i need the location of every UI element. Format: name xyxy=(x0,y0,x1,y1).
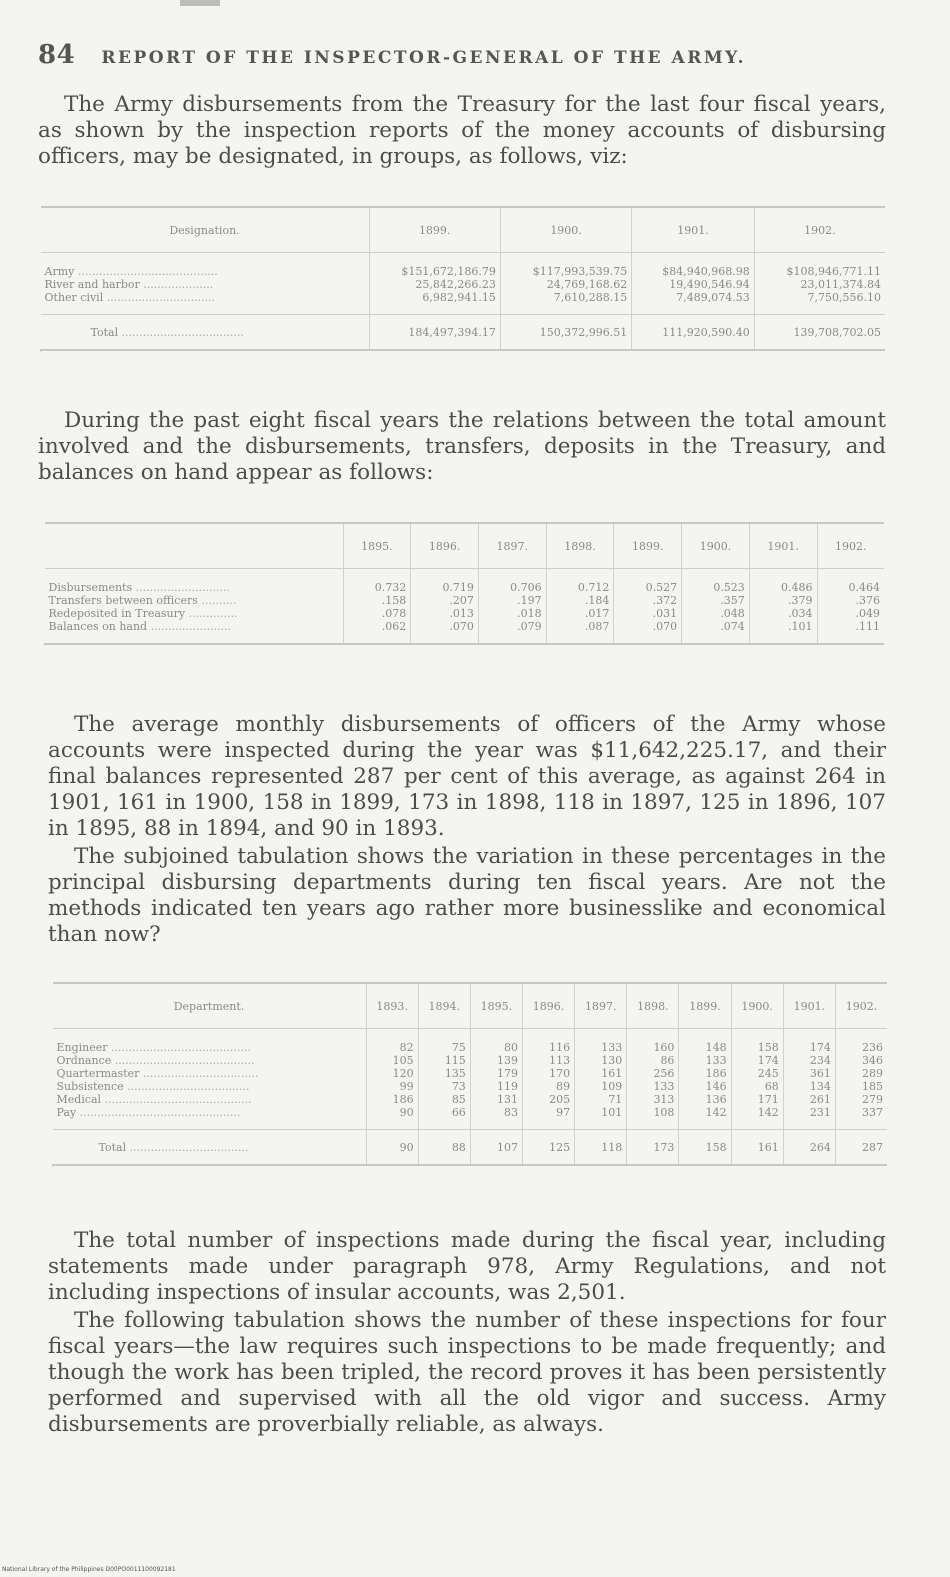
paragraph-inspections-tabulation: The following tabulation shows the number of these inspections for four fiscal years—the law requires such inspections to be made frequently; and though the work has been tripled, the record proves it has been persistently performed and supervised with all the old vigor and success. Army disbursements are proverbially reliable, as always. xyxy=(48,1308,886,1437)
row-label: Pay xyxy=(56,1106,77,1119)
table-cell: 160 xyxy=(627,1029,679,1055)
table-cell: 6,982,941.15 xyxy=(369,291,500,315)
column-header: 1899. xyxy=(369,207,500,253)
row-label: Disbursements xyxy=(48,581,133,594)
table-cell: 80 xyxy=(470,1029,522,1055)
table-row: Disbursements ........................... 0.732 0.719 0.706 0.712 0.527 0.523 0.486 0.464 xyxy=(45,569,885,595)
table-cell: 88 xyxy=(418,1130,470,1166)
table-cell: 142 xyxy=(731,1106,783,1130)
row-label: Total xyxy=(90,325,119,339)
table-cell: 90 xyxy=(366,1130,418,1166)
table-cell: 279 xyxy=(835,1093,887,1106)
table-cell: 361 xyxy=(783,1067,835,1080)
row-label: Engineer xyxy=(56,1041,108,1054)
table-cell: 116 xyxy=(522,1029,574,1055)
table-cell: .357 xyxy=(682,594,750,607)
table-cell: 7,750,556.10 xyxy=(754,291,885,315)
table-cell: 170 xyxy=(522,1067,574,1080)
table-cell: 139 xyxy=(470,1054,522,1067)
column-header: 1900. xyxy=(731,983,783,1029)
table-cell: 107 xyxy=(470,1130,522,1166)
table-cell: 115 xyxy=(418,1054,470,1067)
table-row: Other civil ............................... 6,982,941.15 7,610,288.15 7,489,074.53 7,750,556.10 xyxy=(41,291,886,315)
column-header: 1898. xyxy=(546,523,614,569)
table-cell: .078 xyxy=(343,607,411,620)
column-header: 1899. xyxy=(614,523,682,569)
table-cell: 105 xyxy=(366,1054,418,1067)
table-cell: .101 xyxy=(749,620,817,644)
row-label: Army xyxy=(44,265,75,278)
table-cell: .031 xyxy=(614,607,682,620)
table-cell: 161 xyxy=(575,1067,627,1080)
column-header: Department. xyxy=(173,999,245,1013)
row-label: Redeposited in Treasury xyxy=(48,607,186,620)
table-cell: 0.486 xyxy=(749,569,817,595)
column-header: 1895. xyxy=(470,983,522,1029)
table-cell: 101 xyxy=(575,1106,627,1130)
page-number: 84 xyxy=(38,40,76,70)
table-cell: 86 xyxy=(627,1054,679,1067)
row-label: Subsistence xyxy=(56,1080,124,1093)
table-cell: .018 xyxy=(478,607,546,620)
table-cell: 82 xyxy=(366,1029,418,1055)
paragraph-variation: The subjoined tabulation shows the variation in these percentages in the principal disbursing departments during ten fiscal years. Are not the methods indicated ten years ago rather more businesslike and economical than now? xyxy=(48,844,886,947)
table-cell: .034 xyxy=(749,607,817,620)
column-header: 1897. xyxy=(575,983,627,1029)
table-cell: 109 xyxy=(575,1080,627,1093)
table-cell: 125 xyxy=(522,1130,574,1166)
table-cell: 120 xyxy=(366,1067,418,1080)
table-cell: 173 xyxy=(627,1130,679,1166)
table-header-row xyxy=(41,207,886,253)
table-cell: 0.464 xyxy=(817,569,884,595)
table-cell: 89 xyxy=(522,1080,574,1093)
table-cell: .372 xyxy=(614,594,682,607)
table-cell: $151,672,186.79 xyxy=(369,253,500,279)
table-cell: 90 xyxy=(366,1106,418,1130)
table-cell: 236 xyxy=(835,1029,887,1055)
table-cell: 66 xyxy=(418,1106,470,1130)
table-row: Transfers between officers .......... .158 .207 .197 .184 .372 .357 .379 .376 xyxy=(45,594,885,607)
table-row: Balances on hand ....................... .062 .070 .079 .087 .070 .074 .101 .111 xyxy=(45,620,885,644)
table-cell: .087 xyxy=(546,620,614,644)
table-cell: 150,372,996.51 xyxy=(500,315,631,351)
table-cell: 313 xyxy=(627,1093,679,1106)
relations-table xyxy=(44,522,884,646)
table-cell: 184,497,394.17 xyxy=(369,315,500,351)
table-row: Medical .......................................... 186 85 131 205 71 313 136 171 261 279 xyxy=(53,1093,888,1106)
running-title: REPORT OF THE INSPECTOR-GENERAL OF THE ARMY. xyxy=(101,48,747,68)
department-percentages-table xyxy=(52,982,887,1167)
paragraph-relations: During the past eight fiscal years the relations between the total amount involved and the disbursements, transfers, deposits in the Treasury, and balances on hand appear as follows: xyxy=(38,408,886,485)
total-row: Total ................................... 184,497,394.17 150,372,996.51 111,920,590.40 139,708,702.05 xyxy=(41,315,886,351)
column-header: 1902. xyxy=(754,207,885,253)
column-header: 1900. xyxy=(682,523,750,569)
table-cell: 287 xyxy=(835,1130,887,1166)
table-cell: 73 xyxy=(418,1080,470,1093)
row-label: Other civil xyxy=(44,291,104,304)
table-row: Quartermaster ................................. 120 135 179 170 161 256 186 245 361 289 xyxy=(53,1067,888,1080)
table-cell: .048 xyxy=(682,607,750,620)
table-cell: 256 xyxy=(627,1067,679,1080)
table-cell: 346 xyxy=(835,1054,887,1067)
table-cell: 205 xyxy=(522,1093,574,1106)
row-label: Ordnance xyxy=(56,1054,112,1067)
column-header: 1901. xyxy=(783,983,835,1029)
column-header: 1899. xyxy=(679,983,731,1029)
row-label: Quartermaster xyxy=(56,1067,140,1080)
table-cell: 261 xyxy=(783,1093,835,1106)
table-cell: .013 xyxy=(411,607,479,620)
table-cell: 146 xyxy=(679,1080,731,1093)
table-header-row xyxy=(45,523,885,569)
column-header: 1895. xyxy=(343,523,411,569)
table-cell: 337 xyxy=(835,1106,887,1130)
table-cell: 97 xyxy=(522,1106,574,1130)
table-cell: 133 xyxy=(575,1029,627,1055)
table-cell: 75 xyxy=(418,1029,470,1055)
table-cell: $117,993,539.75 xyxy=(500,253,631,279)
table-cell: 0.523 xyxy=(682,569,750,595)
table-row: Army ........................................ $151,672,186.79 $117,993,539.75 $84,940,968.98 $108,946,771.11 xyxy=(41,253,886,279)
row-label: Medical xyxy=(56,1093,102,1106)
table-cell: 118 xyxy=(575,1130,627,1166)
table-row: Ordnance ........................................ 105 115 139 113 130 86 133 174 234 346 xyxy=(53,1054,888,1067)
column-header xyxy=(45,523,344,569)
table-cell: 289 xyxy=(835,1067,887,1080)
table-cell: 139,708,702.05 xyxy=(754,315,885,351)
table-cell: 71 xyxy=(575,1093,627,1106)
table-cell: 0.706 xyxy=(478,569,546,595)
table-cell: .376 xyxy=(817,594,884,607)
page-header xyxy=(38,40,898,70)
table-cell: .070 xyxy=(411,620,479,644)
table-cell: .074 xyxy=(682,620,750,644)
table-cell: 231 xyxy=(783,1106,835,1130)
table-cell: 0.712 xyxy=(546,569,614,595)
table-cell: 0.732 xyxy=(343,569,411,595)
table-cell: .049 xyxy=(817,607,884,620)
column-header: 1901. xyxy=(749,523,817,569)
table-cell: .062 xyxy=(343,620,411,644)
table-cell: 135 xyxy=(418,1067,470,1080)
table-cell: 245 xyxy=(731,1067,783,1080)
table-cell: 186 xyxy=(366,1093,418,1106)
table-cell: 0.719 xyxy=(411,569,479,595)
table-cell: 264 xyxy=(783,1130,835,1166)
column-header: 1902. xyxy=(835,983,887,1029)
column-header: 1902. xyxy=(817,523,884,569)
table-cell: 25,842,266.23 xyxy=(369,278,500,291)
table-header-row xyxy=(53,983,888,1029)
table-cell: 158 xyxy=(731,1029,783,1055)
table-cell: 83 xyxy=(470,1106,522,1130)
table-cell: 133 xyxy=(627,1080,679,1093)
table-row: Pay .............................................. 90 66 83 97 101 108 142 142 231 337 xyxy=(53,1106,888,1130)
table-cell: 108 xyxy=(627,1106,679,1130)
table-cell: 185 xyxy=(835,1080,887,1093)
table-cell: 171 xyxy=(731,1093,783,1106)
table-cell: 23,011,374.84 xyxy=(754,278,885,291)
column-header: 1896. xyxy=(411,523,479,569)
table-cell: 161 xyxy=(731,1130,783,1166)
table-cell: 119 xyxy=(470,1080,522,1093)
library-footer: National Library of the Philippines D00PO0011100092181 xyxy=(2,1566,176,1573)
table-cell: 111,920,590.40 xyxy=(632,315,754,351)
table-cell: 148 xyxy=(679,1029,731,1055)
table-cell: $84,940,968.98 xyxy=(632,253,754,279)
paragraph-average-monthly: The average monthly disbursements of officers of the Army whose accounts were inspected during the year was $11,642,225.17, and their final balances represented 287 per cent of this average, as against 264 in 1901, 161 in 1900, 158 in 1899, 173 in 1898, 118 in 1897, 125 in 1896, 107 in 1895, 88 in 1894, and 90 in 1893. xyxy=(48,712,886,841)
table-cell: 19,490,546.94 xyxy=(632,278,754,291)
table-cell: 179 xyxy=(470,1067,522,1080)
row-label: Balances on hand xyxy=(48,620,148,633)
table-cell: 24,769,168.62 xyxy=(500,278,631,291)
row-label: River and harbor xyxy=(44,278,140,291)
table-row: Engineer ........................................ 82 75 80 116 133 160 148 158 174 236 xyxy=(53,1029,888,1055)
paragraph-total-inspections: The total number of inspections made during the fiscal year, including statements made under paragraph 978, Army Regulations, and not including inspections of insular accounts, was 2,501. xyxy=(48,1228,886,1305)
total-row: Total .................................. 90 88 107 125 118 173 158 161 264 287 xyxy=(53,1130,888,1166)
table-cell: 234 xyxy=(783,1054,835,1067)
column-header: 1897. xyxy=(478,523,546,569)
table-cell: 99 xyxy=(366,1080,418,1093)
table-cell: .184 xyxy=(546,594,614,607)
table-cell: 68 xyxy=(731,1080,783,1093)
table-cell: 131 xyxy=(470,1093,522,1106)
table-row: Redeposited in Treasury .............. .078 .013 .018 .017 .031 .048 .034 .049 xyxy=(45,607,885,620)
page-edge-mark xyxy=(180,0,220,6)
table-cell: 174 xyxy=(731,1054,783,1067)
table-cell: $108,946,771.11 xyxy=(754,253,885,279)
column-header: 1896. xyxy=(522,983,574,1029)
table-cell: .017 xyxy=(546,607,614,620)
table-cell: .197 xyxy=(478,594,546,607)
table-cell: 133 xyxy=(679,1054,731,1067)
table-cell: .070 xyxy=(614,620,682,644)
table-cell: 134 xyxy=(783,1080,835,1093)
table-cell: 7,610,288.15 xyxy=(500,291,631,315)
column-header: Designation. xyxy=(169,223,240,237)
table-cell: .079 xyxy=(478,620,546,644)
paragraph-intro: The Army disbursements from the Treasury for the last four fiscal years, as shown by the inspection reports of the money accounts of disbursing officers, may be designated, in groups, as follows, viz: xyxy=(38,92,886,169)
table-cell: 174 xyxy=(783,1029,835,1055)
table-cell: 113 xyxy=(522,1054,574,1067)
table-cell: .111 xyxy=(817,620,884,644)
table-cell: .379 xyxy=(749,594,817,607)
row-label: Total xyxy=(98,1140,127,1154)
table-cell: 7,489,074.53 xyxy=(632,291,754,315)
table-cell: 130 xyxy=(575,1054,627,1067)
column-header: 1900. xyxy=(500,207,631,253)
table-row: Subsistence ................................... 99 73 119 89 109 133 146 68 134 185 xyxy=(53,1080,888,1093)
column-header: 1898. xyxy=(627,983,679,1029)
table-row: River and harbor .................... 25,842,266.23 24,769,168.62 19,490,546.94 23,011,374.84 xyxy=(41,278,886,291)
table-cell: .207 xyxy=(411,594,479,607)
table-cell: 158 xyxy=(679,1130,731,1166)
row-label: Transfers between officers xyxy=(48,594,198,607)
table-cell: 186 xyxy=(679,1067,731,1080)
table-cell: 0.527 xyxy=(614,569,682,595)
table-cell: .158 xyxy=(343,594,411,607)
table-cell: 136 xyxy=(679,1093,731,1106)
table-cell: 85 xyxy=(418,1093,470,1106)
disbursements-by-group-table xyxy=(40,206,885,352)
column-header: 1901. xyxy=(632,207,754,253)
column-header: 1894. xyxy=(418,983,470,1029)
table-cell: 142 xyxy=(679,1106,731,1130)
column-header: 1893. xyxy=(366,983,418,1029)
